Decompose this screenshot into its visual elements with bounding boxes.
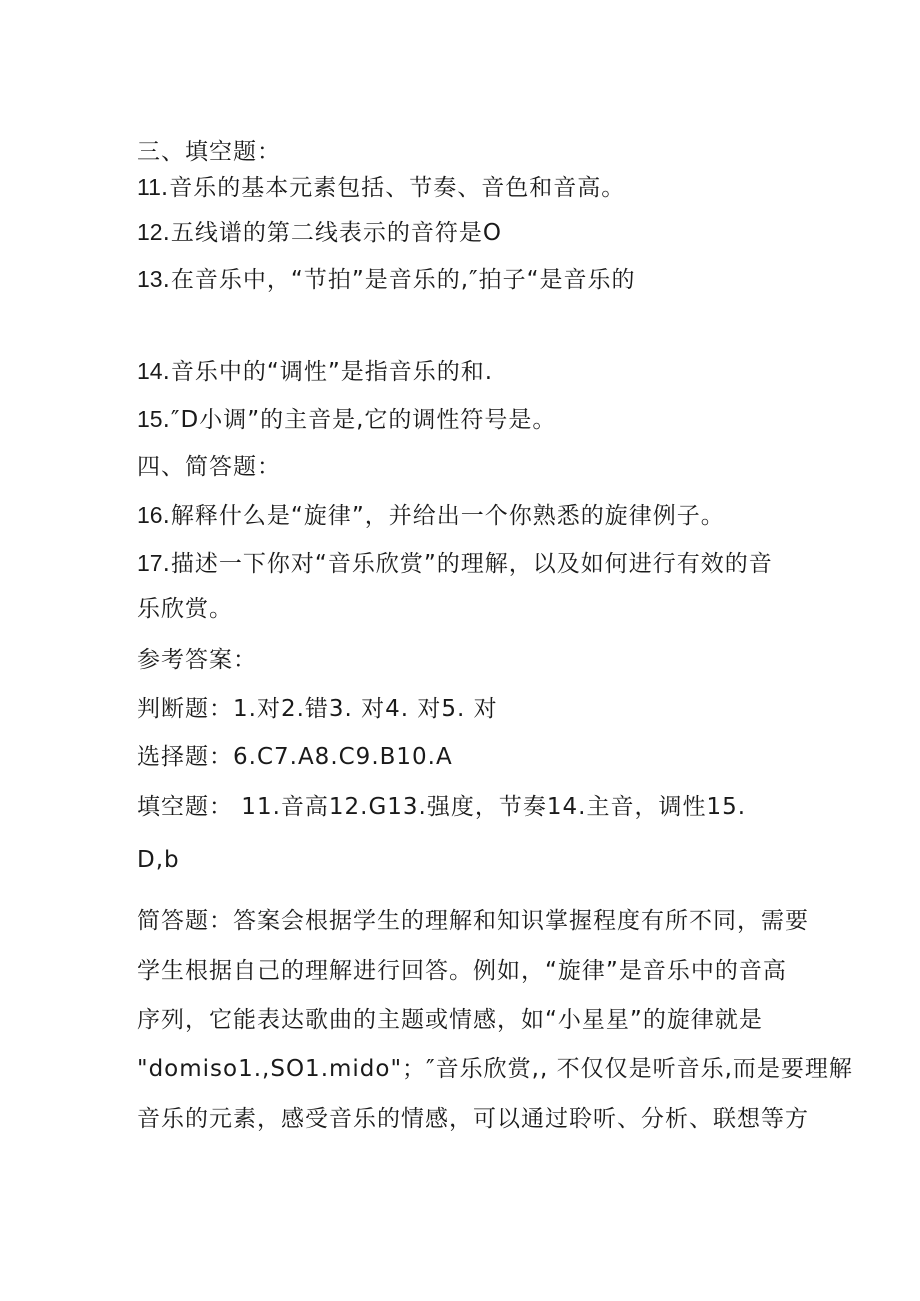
question-11 (137, 172, 625, 203)
answers-short-line-1: 简答题：答案会根据学生的理解和知识掌握程度有所不同，需要 (137, 908, 809, 934)
answers-short-line-3: 序列，它能表达歌曲的主题或情感，如“小星星”的旋律就是 (137, 1007, 763, 1033)
question-number: 15 (137, 406, 163, 432)
question-number: 11 (137, 174, 161, 200)
question-number: 17 (137, 550, 163, 576)
question-number: 13 (137, 266, 163, 292)
question-13 (137, 264, 636, 295)
section-heading-fill-blank: 三、填空题： (137, 139, 281, 165)
question-text: .音乐的基本元素包括、节奏、音色和音高。 (160, 175, 626, 201)
answers-judgment: 判断题：1.对2.错3. 对4. 对5. 对 (137, 696, 498, 722)
question-16 (137, 500, 725, 531)
question-number: 12 (137, 219, 163, 245)
question-number: 16 (137, 502, 163, 528)
answers-fill-blank-continued: D,b (137, 847, 180, 873)
answers-heading: 参考答案： (137, 647, 257, 673)
question-text: .描述一下你对“音乐欣赏”的理解，以及如何进行有效的音 (162, 551, 773, 577)
question-number: 14 (137, 358, 163, 384)
question-text: .″D小调”的主音是,它的调性符号是。 (162, 407, 557, 433)
question-17 (137, 548, 773, 579)
question-14 (137, 356, 493, 387)
question-17-continued: 乐欣赏。 (137, 596, 233, 622)
question-text: .五线谱的第二线表示的音符是O (162, 220, 503, 246)
answers-short-line-5: 音乐的元素，感受音乐的情感，可以通过聆听、分析、联想等方 (137, 1106, 809, 1132)
answers-choice: 选择题：6.C7.A8.C9.B10.A (137, 744, 453, 770)
question-text: .解释什么是“旋律”，并给出一个你熟悉的旋律例子。 (162, 503, 725, 529)
question-text: .在音乐中，“节拍”是音乐的,″拍子“是音乐的 (162, 267, 636, 293)
answers-short-line-4: "domiso1.,SO1.mido"；″音乐欣赏,, 不仅仅是听音乐,而是要理解 (137, 1056, 853, 1082)
question-text: .音乐中的“调性”是指音乐的和. (162, 359, 494, 385)
question-12 (137, 217, 502, 248)
answers-short-line-2: 学生根据自己的理解进行回答。例如，“旋律”是音乐中的音高 (137, 958, 787, 984)
answers-fill-blank: 填空题： 11.音高12.G13.强度，节奏14.主音，调性15. (137, 794, 747, 820)
question-15 (137, 404, 556, 435)
section-heading-short-answer: 四、简答题： (137, 454, 281, 480)
